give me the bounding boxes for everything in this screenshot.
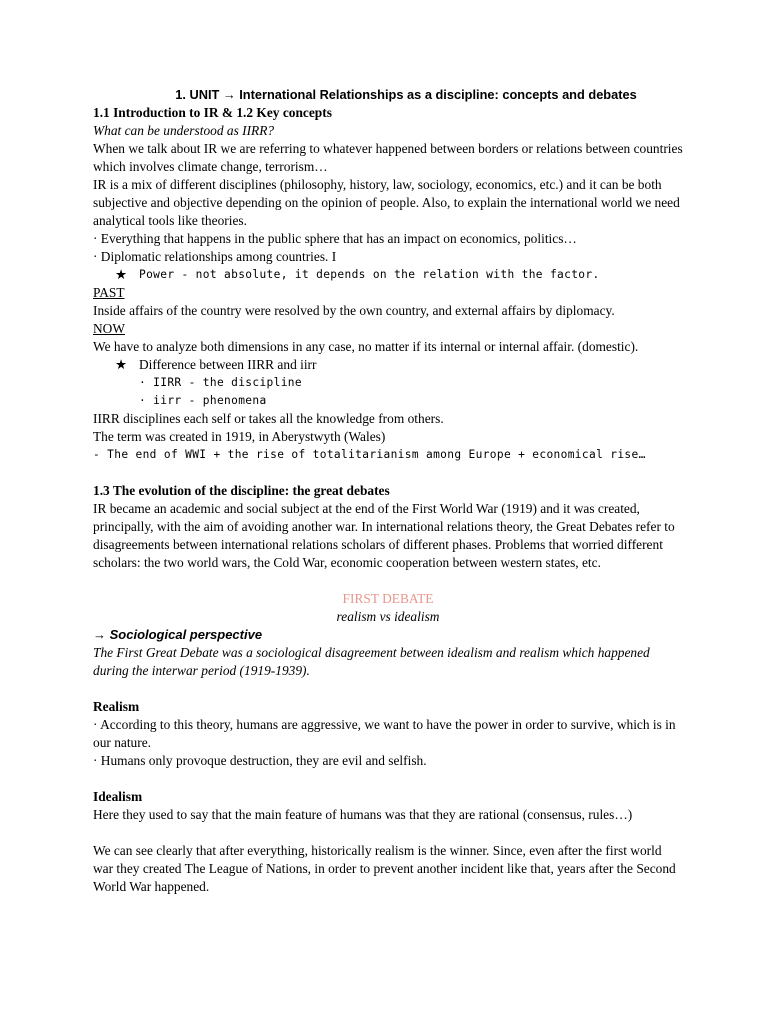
star-bullet-difference bbox=[93, 356, 683, 374]
sociological-perspective: → Sociological perspective bbox=[93, 627, 263, 642]
section-heading-debates: 1.3 The evolution of the discipline: the great debates bbox=[93, 483, 390, 498]
idealism-paragraph: Here they used to say that the main feature of humans was that they are rational (consensus, rules…) bbox=[93, 807, 633, 822]
realism-item-1: · According to this theory, humans are aggressive, we want to have the power in order to survive, which is in our nature. bbox=[93, 717, 676, 750]
realism-item-2: · Humans only provoque destruction, they are evil and selfish. bbox=[93, 753, 427, 768]
star-icon: ★ bbox=[115, 267, 128, 282]
now-paragraph: We have to analyze both dimensions in any case, no matter if its internal or internal affair. (domestic). bbox=[93, 339, 639, 354]
iirr-paragraph: IIRR disciplines each self or takes all the knowledge from others. bbox=[93, 411, 444, 426]
first-debate-paragraph: The First Great Debate was a sociological disagreement between idealism and realism which happened during the interwar period (1919-1939). bbox=[93, 645, 650, 678]
past-label: PAST bbox=[93, 285, 125, 300]
sub-item-phenomena: · iirr - phenomena bbox=[139, 394, 267, 407]
intro-question: What can be understood as IIRR? bbox=[93, 123, 275, 138]
idealism-heading: Idealism bbox=[93, 789, 143, 804]
debates-paragraph: IR became an academic and social subject at the end of the First World War (1919) and it was created, principally, with the aim of avoiding another war. In international relations theory, the Great Debates refer to disagreements between international relations scholars of different phases. Problems that worried different scholars: the two world wars, the Cold War, economic cooperation between western states, etc. bbox=[93, 501, 675, 570]
first-debate-heading: FIRST DEBATE bbox=[342, 591, 434, 606]
section-heading-intro: 1.1 Introduction to IR & 1.2 Key concepts bbox=[93, 105, 332, 120]
past-paragraph: Inside affairs of the country were resolved by the own country, and external affairs by diplomacy. bbox=[93, 303, 615, 318]
star-icon: ★ bbox=[115, 357, 128, 372]
star-bullet-text: Difference between IIRR and iirr bbox=[139, 357, 317, 372]
document-body bbox=[93, 85, 683, 896]
star-bullet-power bbox=[93, 266, 683, 284]
wwi-line: - The end of WWI + the rise of totalitarianism among Europe + economical rise… bbox=[93, 448, 646, 461]
now-label: NOW bbox=[93, 321, 125, 336]
first-debate-subtitle: realism vs idealism bbox=[336, 609, 440, 624]
intro-paragraph-1: When we talk about IR we are referring to whatever happened between borders or relations between countries which involves climate change, terrorism… bbox=[93, 141, 683, 174]
conclusion-paragraph: We can see clearly that after everything, historically realism is the winner. Since, even after the first world war they created The League of Nations, in order to prevent another incident like that, years after the Second World War happened. bbox=[93, 843, 676, 894]
intro-dot-item-2: · Diplomatic relationships among countries. I bbox=[93, 249, 337, 264]
intro-paragraph-2: IR is a mix of different disciplines (philosophy, history, law, sociology, economics, etc.) and it can be both subjective and objective depending on the opinion of people. Also, to explain the international world we need analytical tools like theories. bbox=[93, 177, 680, 228]
intro-dot-item-1: · Everything that happens in the public sphere that has an impact on economics, politics… bbox=[93, 231, 577, 246]
realism-heading: Realism bbox=[93, 699, 140, 714]
unit-title: 1. UNIT → International Relationships as a discipline: concepts and debates bbox=[175, 87, 637, 102]
term-paragraph: The term was created in 1919, in Aberystwyth (Wales) bbox=[93, 429, 386, 444]
star-bullet-text: Power - not absolute, it depends on the relation with the factor. bbox=[139, 268, 600, 281]
sub-item-discipline: · IIRR - the discipline bbox=[139, 376, 302, 389]
